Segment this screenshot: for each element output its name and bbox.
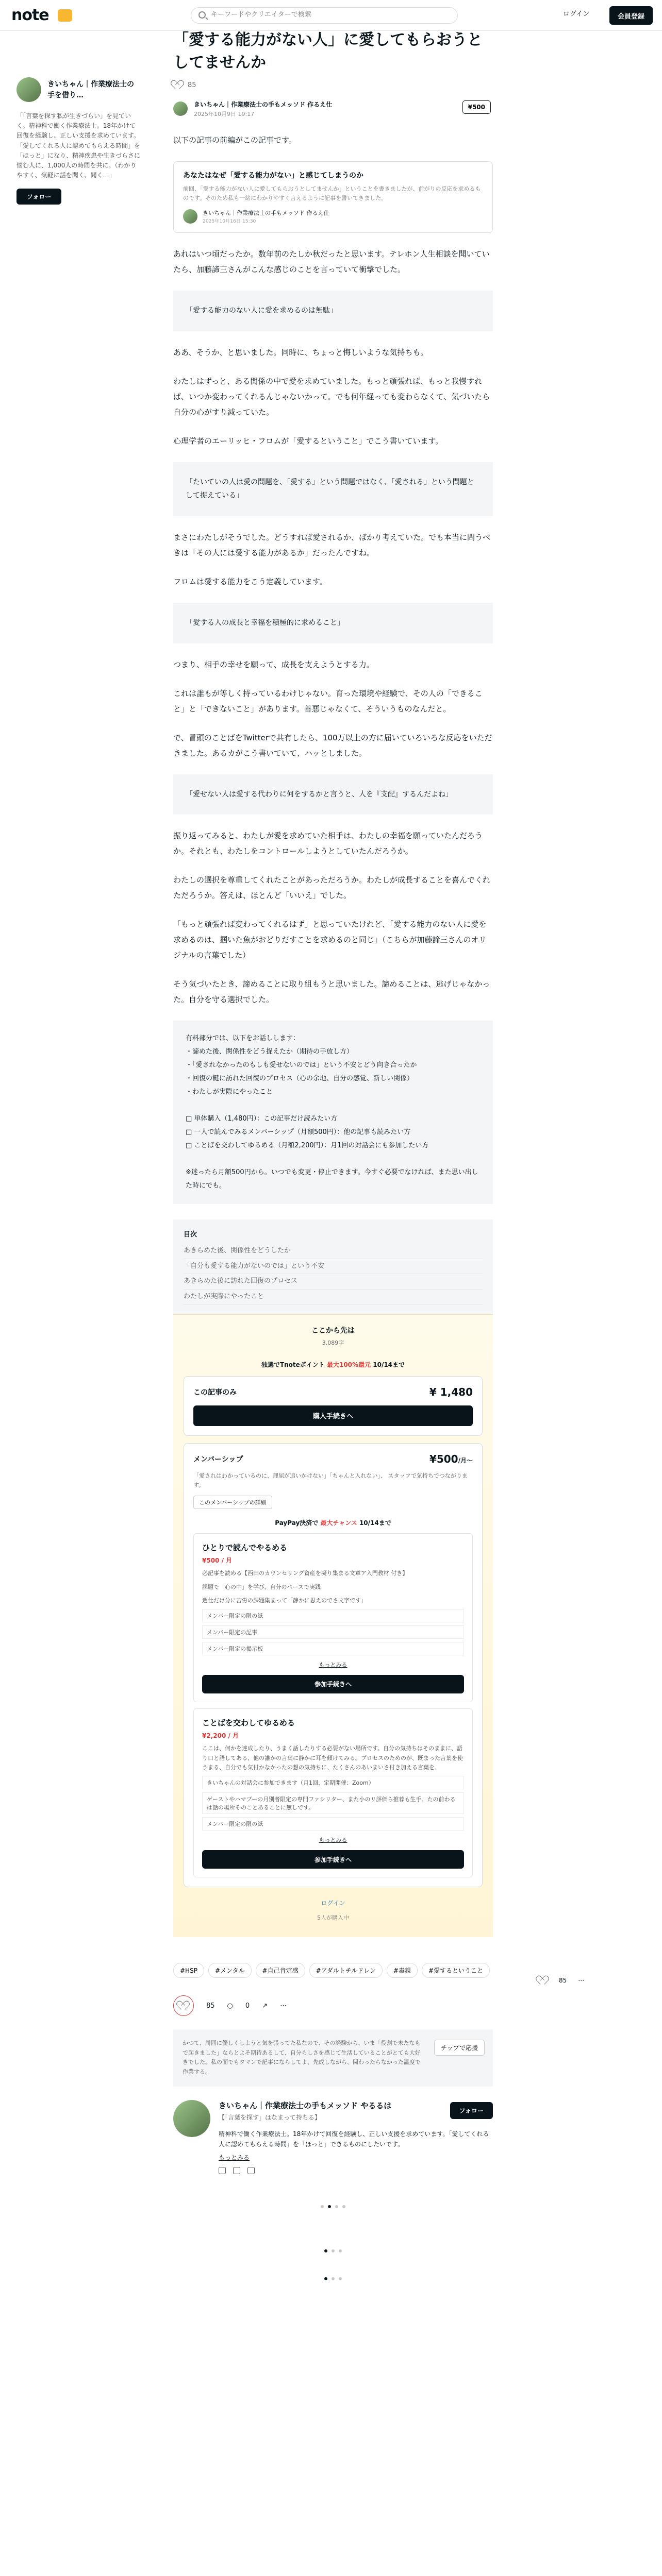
article-main (173, 29, 493, 2280)
body-paragraph: これは誰もが等しく持っているわけじゃない。育った環境や経験で、その人の「できること」と「できないこと」があります。善悪じゃなくて、そういうものなんだと。 (173, 688, 483, 714)
more-icon[interactable]: ⋯ (280, 2002, 287, 2010)
more-icon[interactable]: ⋯ (578, 1977, 585, 1984)
plan-card (193, 1533, 473, 1702)
plan-desc: 必記事を読める【西田のカウンセリング資産を凝り集まる文章ア入門教材 付き】 (202, 1569, 408, 1577)
toc-item[interactable]: あきらめた後に訪れた回復のプロセス (184, 1274, 483, 1290)
body-paragraph: 「もっと頑張れば変わってくれるはず」と思っていたけれど、「愛する能力のない人に愛を求めるのは、掴いた魚がおどりだすことを求めるのと同じ」（こちらが加藤諦三さんのオリジナルの言葉でした） (173, 920, 487, 960)
heart-icon[interactable] (538, 1976, 548, 1985)
plan-more-link[interactable]: もっとみる (319, 1837, 347, 1844)
summary-item: ・わたしが実際にやったこと (186, 1088, 273, 1096)
embed-meta (183, 209, 483, 224)
carousel-dots (173, 2205, 493, 2208)
note-logo[interactable]: note (11, 6, 49, 24)
carousel-dot[interactable] (335, 2205, 338, 2208)
plan-price: ¥500 / 月 (202, 1556, 233, 1564)
carousel-dot[interactable] (332, 2277, 335, 2280)
single-title: この記事のみ (193, 1388, 237, 1397)
body-paragraph: ああ、そうか、と思いました。同時に、ちょっと悔しいような気持ちも。 (173, 347, 428, 357)
campaign-deadline: 10/14まで (373, 1361, 405, 1368)
body-paragraph: 振り返ってみると、わたしが愛を求めていた相手は、わたしの幸福を願っていたんだろうか。それとも、わたしをコントロールしようとしていたんだろうか。 (173, 831, 483, 856)
membership-detail-button[interactable]: このメンバーシップの詳細 (193, 1496, 272, 1509)
blockquote: 「愛せない人は愛する代わりに何をするかと言うと、人を『支配』するんだよね」 (173, 774, 493, 815)
top-header (0, 0, 662, 31)
profile-bio: 精神科で働く作業療法士。18年かけて回復を経験し、正しい支援を求めています。「愛してくれる人に認めてもらえる時間」を「ほっと」できるものにしたいです。 (219, 2130, 489, 2148)
heart-icon (179, 2002, 188, 2010)
intro-text: 以下の記事の前編がこの記事です。 (173, 135, 296, 145)
social-links (219, 2167, 493, 2174)
campaign-banner (184, 1360, 483, 1369)
plan-benefit: メンバー限定の掲示板 (202, 1642, 464, 1655)
search-icon (198, 11, 206, 19)
publish-date: 2025年10月9日 19:17 (194, 110, 255, 117)
author-avatar-small[interactable] (173, 101, 188, 116)
comment-icon[interactable]: ○ (227, 2002, 233, 2010)
hashtag[interactable]: #自己肯定感 (256, 1963, 305, 1978)
profile-follow-button[interactable]: フォロー (450, 2102, 493, 2119)
embed-author: きいちゃん｜作業療法士の手もメッソド 作るえ仕 (203, 210, 329, 217)
share-icon[interactable]: ↗ (262, 2002, 268, 2010)
sidebar-author-name[interactable]: きいちゃん｜作業療法士の手を借り… (47, 80, 134, 99)
toc-item[interactable]: あきらめた後、関係性をどうしたか (184, 1244, 483, 1259)
blockquote: 「たいていの人は愛の問題を、「愛する」という問題ではなく、「愛される」という問題として捉えている」 (173, 462, 493, 516)
link-icon[interactable] (247, 2167, 255, 2174)
embedded-article-card[interactable] (173, 161, 493, 233)
embed-date: 2025年10月16日 15:30 (203, 218, 256, 225)
single-price: ¥ 1,480 (429, 1385, 473, 1398)
sidebar-author-bio: 「「言葉を探す私が生きづらい」を見ていく。精神科で働く作業療法士。18年かけて回復を経験し、正しい支援を求めています。「愛してくれる人に認めてもらえる時間」を「ほっと」になり、精神疾患や生きづらさに悩む人に、1,000人の時間を共に。（わかりやすく、気軽に話を聞く、聞く…」 (16, 112, 141, 179)
heart-icon[interactable] (173, 81, 183, 89)
toc-heading[interactable]: 目次 (184, 1231, 197, 1239)
author-profile (173, 2100, 493, 2174)
plan-join-button[interactable]: 参加手続きへ (202, 1675, 464, 1693)
carousel-dot[interactable] (324, 2277, 327, 2280)
carousel-dot[interactable] (342, 2205, 345, 2208)
plan-note: 週仕だけ分に苦労の課題集まって「静かに思えのでさ文字です」 (202, 1597, 367, 1604)
floating-actions (538, 1976, 584, 1985)
paywall-heading: ここから先は (311, 1326, 355, 1335)
login-button[interactable]: ログイン (563, 8, 589, 18)
instagram-icon[interactable] (233, 2167, 240, 2174)
author-sidebar (16, 77, 140, 205)
summary-item: ・回復の鍵に訪れた回復のプロセス（心の余地、自分の感覚、新しい関係） (186, 1075, 414, 1083)
plan-benefit: きいちゃんの対話会に参加できます（月1回、定期開催：Zoom） (202, 1776, 464, 1789)
article-title: 「愛する能力がない人」に愛してもらおうとしてませんか (173, 31, 483, 72)
logo-badge-icon (58, 9, 72, 22)
carousel-dots (173, 2277, 493, 2280)
membership-card (184, 1443, 483, 1888)
plan-desc: ここは、何かを達成したり、うまく話したりする必要がない場所です。自分の気持ちはそのままに、語り口と語してある、他の誰かの言葉に静かに耳を傾けてみる。プロセスのためのが、既まった言葉を使うまる、自分でも気付かなかったの想の気持ちに、たくさんのあいまいさ付き加える言葉を、 (202, 1744, 463, 1771)
tip-text: かつて、周囲に優しくしようと気を張ってた私なので、その経験から、いま「役割で未たなもで起きました」ならとよそ期待あるして、自分らしさを感じて生活していることがとても大好きでした。私の面でもタマンで記事にならしてよ、先成しながら、関わったらなかった温度で作業する。 (183, 2040, 421, 2076)
x-icon[interactable] (219, 2167, 226, 2174)
like-button[interactable] (173, 1995, 194, 2016)
membership-price-unit: /月～ (458, 1456, 473, 1464)
summary-item: ・諦めた後、関係性をどう捉えたか（期待の手放し方） (186, 1048, 354, 1056)
author-name[interactable]: きいちゃん｜作業療法士の手もメッソド 作るえ仕 (194, 100, 333, 108)
hashtag[interactable]: #メンタル (208, 1963, 252, 1978)
embed-author-avatar (183, 209, 197, 224)
plan-title: ことばを交わしてゆるめる (202, 1718, 295, 1727)
membership-title: メンバーシップ (193, 1455, 243, 1464)
carousel-dot[interactable] (339, 2249, 342, 2252)
tip-box (173, 2029, 493, 2087)
plan-price: ¥2,200 / 月 (202, 1732, 239, 1739)
profile-tagline: 【「言葉を探す」はなまって持ちる】 (219, 2113, 321, 2121)
body-paragraph: わたしはずっと、ある関係の中で愛を求めていました。もっと頑張れば、もっと我慢すれば、いつか変わってくれるんじゃないかって。でも何年経っても変わらなくて、気づいたら自分の心がすり減っていた。 (173, 376, 490, 417)
summary-note: ※迷ったら月額500円から。いつでも変更・停止できます。今すぐ必要でなければ、また思い出した時にでも。 (186, 1168, 478, 1190)
summary-intro: 有料部分では、以下をお話しします： (186, 1035, 300, 1043)
paypay-deadline: 10/14まで (359, 1519, 391, 1527)
plan-benefit: メンバー限定の限の紙 (202, 1817, 464, 1831)
tip-button[interactable]: チップで応援 (434, 2040, 485, 2056)
summary-option: □ 単体購入（1,480円）：この記事だけ読みたい方 (186, 1115, 338, 1123)
hashtag-list (173, 1963, 493, 1978)
carousel-dot[interactable] (324, 2249, 327, 2252)
membership-price-value: ¥500 (429, 1452, 458, 1465)
carousel-dot[interactable] (332, 2249, 335, 2252)
membership-description: 「愛されはわかっているのに、理屈が追いかけない」「ちゃんと入れない」、 スタッフで気持ちでつながります。 (193, 1472, 468, 1489)
paypay-highlight: 最大チャンス (320, 1519, 357, 1527)
summary-option: □ 一人で読んでみるメンバーシップ（月額500円）：他の記事も読みたい方 (186, 1128, 411, 1137)
body-paragraph: あれはいつ頃だったか。数年前のたしか秋だったと思います。テレホン人生相談を聞いていたら、加藤諦三さんがこんな感じのことを言っていて衝撃でした。 (173, 249, 490, 275)
blockquote: 「愛する人の成長と幸福を積極的に求めること」 (173, 603, 493, 643)
summary-option: □ ことばを交わしてゆるめる（月額2,200円）：月1回の対話会にも参加したい方 (186, 1142, 429, 1150)
toc-item[interactable]: 「自分も愛する能力がないのでは」という不安 (184, 1259, 483, 1275)
search-box[interactable] (191, 7, 458, 24)
like-count: 85 (206, 2002, 215, 2010)
profile-avatar[interactable] (173, 2100, 210, 2137)
hashtag[interactable]: #毒親 (387, 1963, 418, 1978)
paywall (173, 1314, 493, 1938)
embed-title: あなたはなぜ「愛する能力がない」と感じてしまうのか (183, 172, 363, 180)
body-paragraph: で、冒頭のことばをTwitterで共有したら、100万以上の方に届いていろいろな反応をいただきました。あるカがこう書いていて、ハッとしました。 (173, 733, 492, 758)
search-input[interactable] (211, 11, 448, 19)
plan-card (193, 1708, 473, 1877)
paypay-text: PayPay決済で (275, 1519, 319, 1527)
article-like-count: 85 (188, 81, 196, 89)
plan-more-link[interactable]: もっとみる (319, 1661, 347, 1668)
plan-title: ひとりで読んでやるめる (202, 1543, 288, 1552)
body-paragraph: わたしの選択を尊重してくれたことがあっただろうか。わたしが成長することを喜んでくれただろうか。答えは、ほとんど「いいえ」でした。 (173, 875, 490, 901)
sidebar-follow-button[interactable]: フォロー (16, 189, 61, 205)
campaign-text: 独選でTnoteポイント (261, 1361, 325, 1368)
plan-join-button[interactable]: 参加手続きへ (202, 1850, 464, 1869)
body-paragraph: フロムは愛する能力をこう定義しています。 (173, 577, 327, 586)
carousel-dot[interactable] (321, 2205, 324, 2208)
toc-item[interactable]: わたしが実際にやったこと (184, 1290, 483, 1305)
profile-name[interactable]: きいちゃん｜作業療法士の手もメッソド やるるは (219, 2100, 392, 2110)
profile-more-link[interactable]: もっとみる (219, 2154, 250, 2161)
single-buy-button[interactable]: 購入手続きへ (193, 1405, 473, 1426)
plan-benefit: ゲーストやハマブーの月別者限定の専門ファシリター、また小のリ評価ら推荐も生手。たの前わるは話の場所そのことあることに無しです。 (202, 1792, 464, 1814)
comment-count: 0 (245, 2002, 250, 2010)
author-row (173, 98, 493, 119)
hashtag[interactable]: #アダルトチルドレン (309, 1963, 383, 1978)
carousel-dots (173, 2249, 493, 2252)
plan-benefit: メンバー限定の記事 (202, 1625, 464, 1639)
table-of-contents (173, 1219, 493, 1314)
body-paragraph: 心理学者のエーリッヒ・フロムが「愛するということ」でこう書いています。 (173, 436, 443, 446)
membership-price (429, 1453, 473, 1465)
paypay-banner (193, 1518, 473, 1527)
author-avatar[interactable] (16, 77, 41, 102)
carousel-dot[interactable] (339, 2277, 342, 2280)
single-purchase-card (184, 1376, 483, 1436)
article-price-button[interactable]: ¥500 (462, 100, 491, 114)
carousel-dot[interactable] (328, 2205, 331, 2208)
body-paragraph: つまり、相手の幸せを願って、成長を支えようとする力。 (173, 659, 374, 669)
body-paragraph: そう気づいたとき、諦めることに取り組もうと思いました。諦めることは、逃げじゃなかった。自分を守る選択でした。 (173, 979, 490, 1005)
summary-item: ・「愛されなかったのもしも愛せないのでは」という不安とどう向き合ったか (186, 1061, 417, 1070)
action-bar (173, 1995, 493, 2016)
hashtag[interactable]: #愛するということ (422, 1963, 490, 1978)
floating-like-count: 85 (559, 1977, 567, 1984)
blockquote: 「愛する能力のない人に愛を求めるのは無駄」 (173, 291, 493, 331)
hashtag[interactable]: #HSP (173, 1963, 204, 1978)
article-like-row (173, 81, 493, 89)
body-paragraph: まさにわたしがそうでした。どうすれば愛されるか、ばかり考えていた。でも本当に問うべきは「その人には愛する能力があるか」だったんですね。 (173, 532, 491, 557)
signup-button[interactable]: 会員登録 (609, 6, 653, 25)
plan-sub: 課題で「心の中」を学び、自分のペースで実践 (202, 1583, 321, 1590)
purchase-count: 5人が購入中 (317, 1914, 349, 1922)
embed-excerpt: 前回、「愛する能力がない人に愛してもらおうとしてませんか」ということを書きましたが、前がりの反応を求めるものです。そのため私も一緒にわかりやすく言えるように記事を書いてきました。 (183, 185, 481, 201)
campaign-highlight: 最大100%還元 (326, 1361, 371, 1368)
paywall-login-link[interactable]: ログイン (321, 1900, 345, 1907)
paywall-char-count: 3,089字 (322, 1339, 344, 1346)
plan-benefit: メンバー限定の限の紙 (202, 1609, 464, 1622)
paid-summary-box (173, 1021, 493, 1204)
